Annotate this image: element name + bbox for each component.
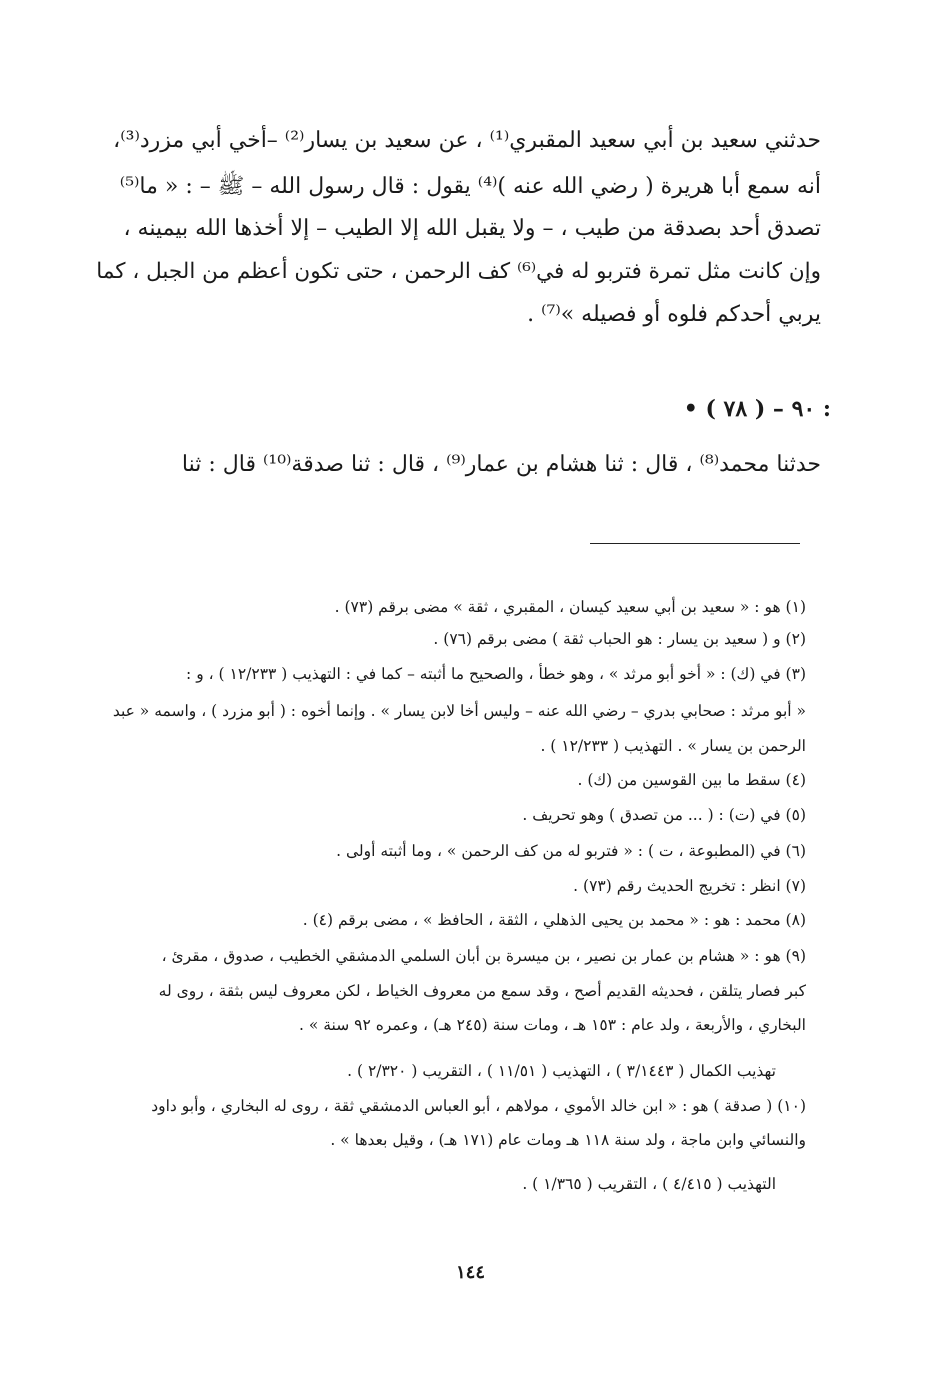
main-text-line: أنه سمع أبا هريرة ( رضي الله عنه )⁽⁴⁾ يقول : قال رسول الله – ﷺ – : « ما⁽⁵⁾: [119, 174, 821, 199]
main-text-line: حدثني سعيد بن أبي سعيد المقبري⁽¹⁾ ، عن سعيد بن يسار⁽²⁾ –أخي أبي مزرد⁽³⁾،: [113, 128, 821, 153]
footnote-line: (٩) هو : « هشام بن عمار بن نصير ، بن ميسرة بن أبان السلمي الدمشقي الخطيب ، صدوق ، مقرئ ،: [161, 947, 806, 965]
footnote-line: كبر فصار يتلقن ، فحديثه القديم أصح ، وقد سمع من معروف الخياط ، لكن معروف ليس بثقة ، روى له: [158, 982, 806, 1000]
continuation-line: حدثنا محمد⁽⁸⁾ ، قال : ثنا هشام بن عمار⁽⁹⁾ ، قال : ثنا صدقة⁽¹⁰⁾ قال : ثنا: [181, 452, 821, 477]
footnote-line: (٥) في (ت) : ( ... من تصدق ) وهو تحريف .: [522, 806, 806, 824]
footnote-line: (٧) انظر : تخريج الحديث رقم (٧٣) .: [573, 877, 806, 895]
footnote-line: (٢) و ( سعيد بن يسار : هو الحباب ثقة ) مضى برقم (٧٦) .: [433, 630, 806, 648]
footnote-line: البخاري ، والأربعة ، ولد عام : ١٥٣ هـ ، ومات سنة (٢٤٥ هـ) ، وعمره ٩٢ سنة » .: [298, 1016, 806, 1034]
footnote-line: (٣) في (ك) : « أخو أبو مرثد » ، وهو خطأ ، والصحيح ما أثبته – كما في : التهذيب ( ١٢/٢٣٣ ) ، و :: [186, 665, 806, 683]
footnote-line: (١) هو : « سعيد بن أبي سعيد كيسان ، المقبري ، ثقة » مضى برقم (٧٣) .: [334, 598, 806, 616]
main-text-line: تصدق أحد بصدقة من طيب ، – ولا يقبل الله إلا الطيب – إلا أخذها الله بيمينه ،: [123, 216, 821, 241]
footnote-line: (٤) سقط ما بين القوسين من (ك) .: [577, 771, 806, 789]
main-text-line: وإن كانت مثل تمرة فتربو له في⁽⁶⁾ كف الرحمن ، حتى تكون أعظم من الجبل ، كما: [96, 259, 821, 284]
footnote-line: الرحمن بن يسار » . التهذيب ( ١٢/٢٣٣ ) .: [540, 737, 806, 755]
page-number: ١٤٤: [455, 1262, 485, 1283]
main-text-line: يربي أحدكم فلوه أو فصيله »⁽⁷⁾ .: [527, 302, 821, 327]
footnote-line: (١٠) ( صدقة ) هو : « ابن خالد الأموي ، مولاهم ، أبو العباس الدمشقي ثقة ، روى له البخاري ، وأبو داود: [151, 1097, 806, 1115]
footnote-line: تهذيب الكمال ( ٣/١٤٤٣ ) ، التهذيب ( ١١/٥١ ) ، التقريب ( ٢/٣٢٠ ) .: [347, 1062, 776, 1080]
footnote-separator: [590, 543, 800, 544]
footnote-line: (٦) في (المطبوعة ، ت ) : « فتربو له من كف الرحمن » ، وما أثبته أولى .: [336, 842, 806, 860]
footnote-line: (٨) محمد : هو : « محمد بن يحيى الذهلي ، الثقة ، الحافظ » ، مضى برقم (٤) .: [302, 911, 806, 929]
footnote-line: التهذيب ( ٤/٤١٥ ) ، التقريب ( ١/٣٦٥ ) .: [522, 1175, 776, 1193]
hadith-heading: • ٩٠ – ( ٧٨ ) :: [683, 396, 831, 422]
footnote-line: والنسائي وابن ماجة ، ولد سنة ١١٨ هـ ومات عام (١٧١ هـ) ، وقيل بعدها » .: [330, 1131, 806, 1149]
footnote-line: « أبو مرثد : صحابي بدري – رضي الله عنه – وليس أخا لابن يسار » . وإنما أخوه : ( أبو مزرد ) ، واسمه « عبد: [112, 702, 806, 720]
